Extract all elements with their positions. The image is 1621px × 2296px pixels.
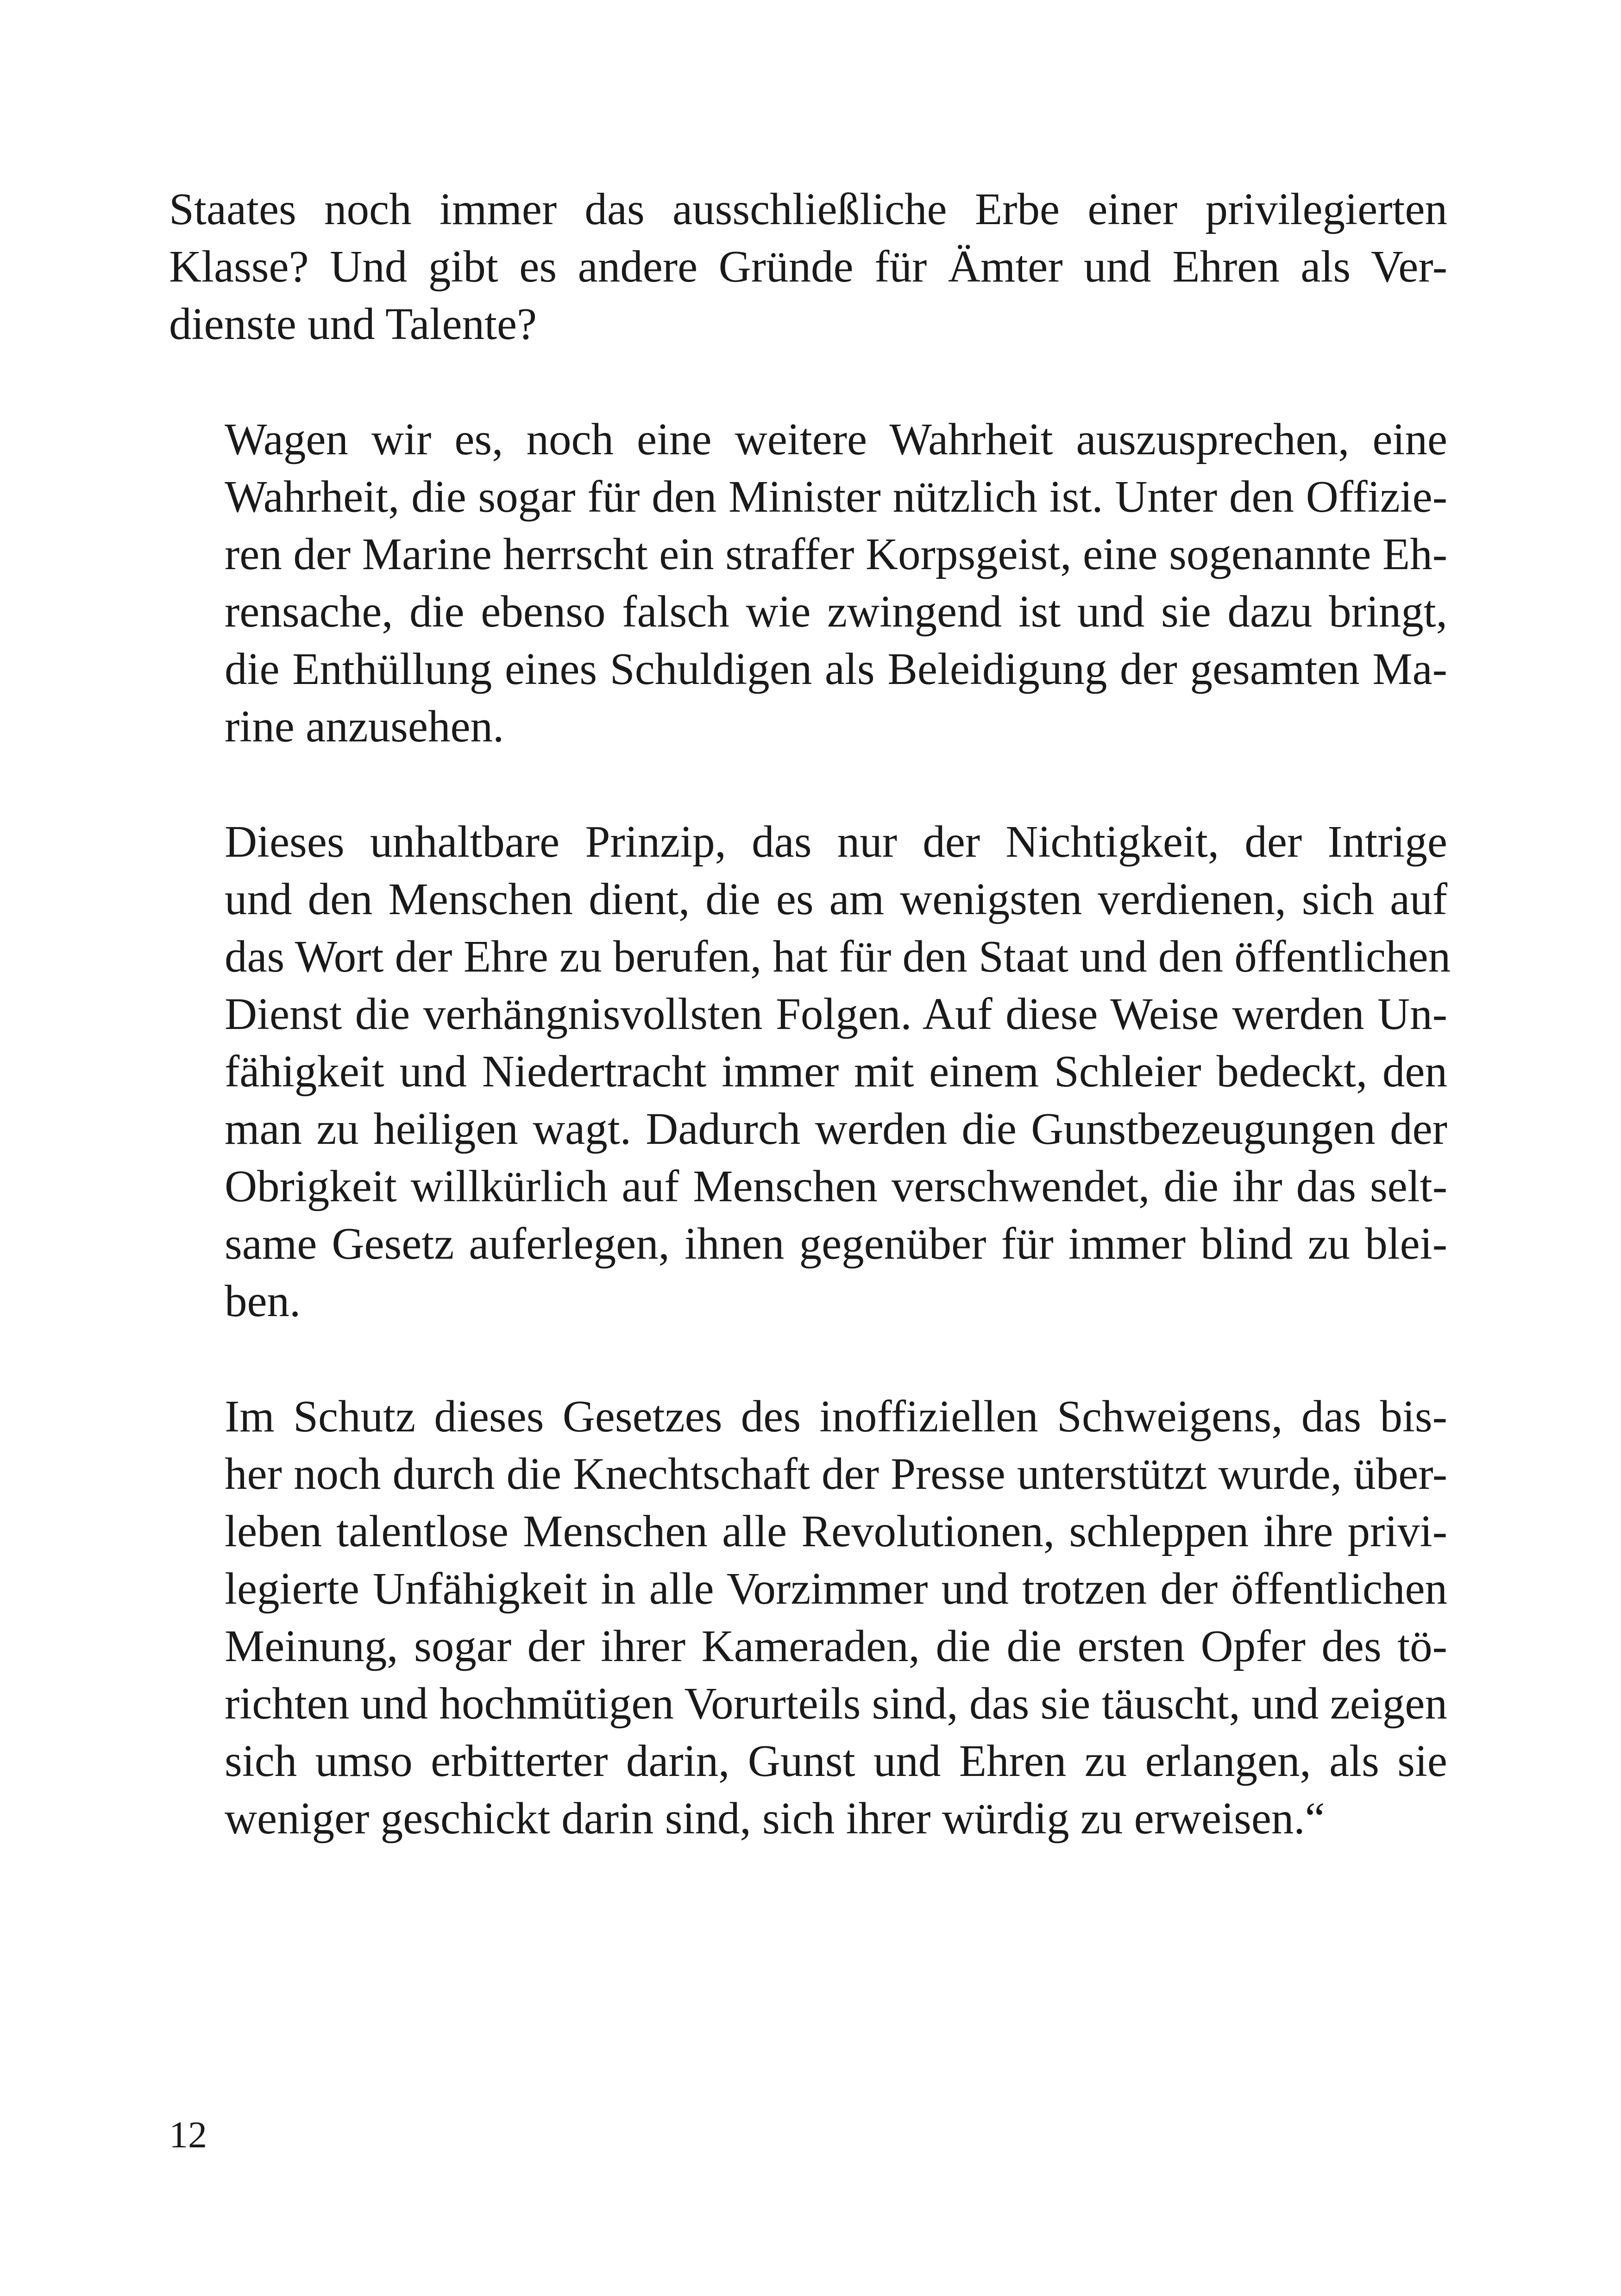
- text-line: weniger geschickt darin sind, sich ihrer würdig zu erweisen.“: [225, 1794, 1325, 1843]
- text-line: ben.: [225, 1276, 301, 1326]
- text-line: und den Menschen dient, die es am wenigsten verdienen, sich auf: [225, 874, 1447, 924]
- text-line: legierte Unfähigkeit in alle Vorzimmer und trotzen der öffentlichen: [225, 1564, 1447, 1613]
- text-line: Obrigkeit willkürlich auf Menschen verschwendet, die ihr das selt-: [225, 1161, 1447, 1211]
- text-line: Dienst die verhängnisvollsten Folgen. Auf diese Weise werden Un-: [225, 989, 1447, 1039]
- body-text: [169, 181, 1451, 1905]
- text-line: Dieses unhaltbare Prinzip, das nur der Nichtigkeit, der Intrige: [225, 817, 1447, 866]
- text-line: Wahrheit, die sogar für den Minister nützlich ist. Unter den Offizie-: [225, 472, 1447, 521]
- text-line: leben talentlose Menschen alle Revolutionen, schleppen ihre privi-: [225, 1506, 1447, 1556]
- paragraph-4: [169, 1388, 1447, 1847]
- text-line: die Enthüllung eines Schuldigen als Beleidigung der gesamten Ma-: [225, 644, 1447, 694]
- text-line: rine anzusehen.: [225, 702, 504, 751]
- text-line: rensache, die ebenso falsch wie zwingend ist und sie dazu bringt,: [225, 587, 1447, 636]
- text-line: man zu heiligen wagt. Dadurch werden die Gunstbezeugungen der: [225, 1104, 1447, 1154]
- text-line: same Gesetz auferlegen, ihnen gegenüber für immer blind zu blei-: [225, 1219, 1447, 1268]
- text-line: das Wort der Ehre zu berufen, hat für den Staat und den öffentlichen: [225, 932, 1451, 981]
- text-line: Klasse? Und gibt es andere Gründe für Ämter und Ehren als Ver-: [169, 242, 1447, 291]
- text-line: Wagen wir es, noch eine weitere Wahrheit auszusprechen, eine: [225, 414, 1447, 464]
- text-line: Staates noch immer das ausschließliche Erbe einer privilegierten: [169, 184, 1447, 234]
- paragraph-3: [169, 813, 1451, 1330]
- text-line: ren der Marine herrscht ein straffer Korpsgeist, eine sogenannte Eh-: [225, 529, 1447, 579]
- text-line: her noch durch die Knechtschaft der Presse unterstützt wurde, über-: [225, 1449, 1447, 1499]
- paragraph-1: [169, 181, 1447, 353]
- text-line: fähigkeit und Niedertracht immer mit einem Schleier bedeckt, den: [225, 1047, 1447, 1096]
- text-line: Meinung, sogar der ihrer Kameraden, die die ersten Opfer des tö-: [225, 1621, 1447, 1671]
- paragraph-2: [169, 411, 1447, 755]
- text-line: richten und hochmütigen Vorurteils sind, das sie täuscht, und zeigen: [225, 1679, 1447, 1728]
- text-line: dienste und Talente?: [169, 299, 537, 349]
- text-line: Im Schutz dieses Gesetzes des inoffiziellen Schweigens, das bis-: [225, 1392, 1447, 1441]
- page-number: 12: [169, 2114, 207, 2156]
- text-line: sich umso erbitterter darin, Gunst und Ehren zu erlangen, als sie: [225, 1736, 1447, 1786]
